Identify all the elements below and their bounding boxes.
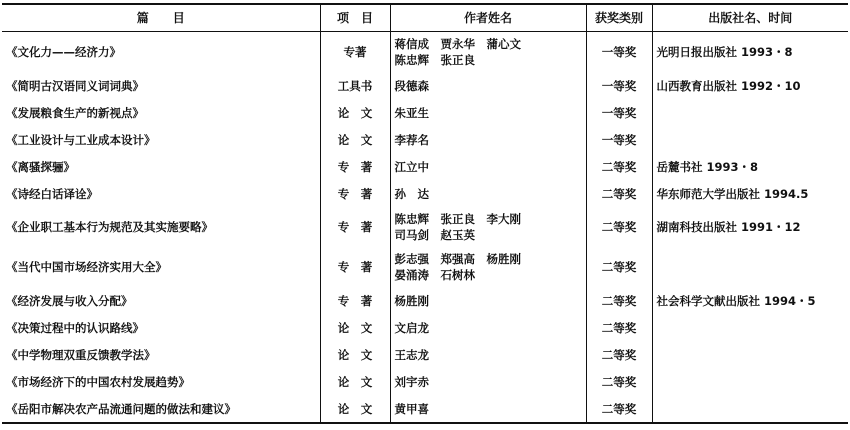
authors-cell <box>390 180 586 207</box>
header-title: 篇 目 <box>2 4 320 32</box>
award-cell: 二等奖 <box>586 153 652 180</box>
work-title-cell: 《经济发展与收入分配》 <box>6 293 133 308</box>
award-cell: 一等奖 <box>586 126 652 153</box>
header-award: 获奖类别 <box>586 4 652 32</box>
table-row <box>2 72 848 99</box>
authors-cell <box>390 153 586 180</box>
table-body <box>2 32 848 424</box>
work-type-cell: 论 文 <box>320 368 390 395</box>
publisher-cell: 山西教育出版社 1992・10 <box>652 72 848 99</box>
author-line: 杨胜刚 <box>394 293 429 308</box>
header-authors: 作者姓名 <box>390 4 586 32</box>
publisher-cell: 光明日报出版社 1993・8 <box>652 32 848 73</box>
work-type-cell: 论 文 <box>320 395 390 423</box>
table-header <box>2 4 848 32</box>
work-title-cell: 《决策过程中的认识路线》 <box>6 320 144 335</box>
table-row <box>2 287 848 314</box>
award-cell: 一等奖 <box>586 99 652 126</box>
table-row <box>2 180 848 207</box>
award-cell: 二等奖 <box>586 395 652 423</box>
authors-cell <box>390 247 586 287</box>
publisher-cell: 社会科学文献出版社 1994・5 <box>652 287 848 314</box>
authors-cell <box>390 395 586 423</box>
publisher-cell <box>652 99 848 126</box>
author-line: 陈忠辉 张正良 <box>394 53 475 67</box>
work-title-cell: 《市场经济下的中国农村发展趋势》 <box>6 374 190 389</box>
work-type-cell: 论 文 <box>320 126 390 153</box>
publisher-cell <box>652 247 848 287</box>
publisher-cell <box>652 395 848 423</box>
author-line: 晏涌涛 石树林 <box>394 268 475 282</box>
award-cell: 二等奖 <box>586 314 652 341</box>
authors-cell <box>390 32 586 73</box>
authors-cell <box>390 287 586 314</box>
authors-cell <box>390 341 586 368</box>
table-row <box>2 341 848 368</box>
author-line: 蒋信成 贾永华 蒲心文 <box>394 37 521 51</box>
author-line: 段德森 <box>394 78 429 93</box>
work-type-cell: 专 著 <box>320 180 390 207</box>
table-row <box>2 368 848 395</box>
header-row <box>2 4 848 32</box>
work-title-cell: 《岳阳市解决农产品流通问题的做法和建议》 <box>6 401 236 416</box>
header-type: 项 目 <box>320 4 390 32</box>
header-publisher: 出版社名、时间 <box>652 4 848 32</box>
authors-cell <box>390 126 586 153</box>
authors-cell <box>390 72 586 99</box>
authors-cell <box>390 207 586 247</box>
author-line: 陈忠辉 张正良 李大刚 <box>394 212 521 226</box>
work-type-cell: 论 文 <box>320 341 390 368</box>
award-cell: 二等奖 <box>586 207 652 247</box>
publisher-cell: 岳麓书社 1993・8 <box>652 153 848 180</box>
author-line: 李荐名 <box>394 132 429 147</box>
author-line: 孙 达 <box>394 186 429 201</box>
award-table <box>2 3 848 424</box>
author-line: 王志龙 <box>394 347 429 362</box>
award-cell: 二等奖 <box>586 287 652 314</box>
work-type-cell: 专著 <box>320 32 390 73</box>
work-title-cell: 《企业职工基本行为规范及其实施要略》 <box>6 220 213 234</box>
work-type-cell: 工具书 <box>320 72 390 99</box>
table-row <box>2 99 848 126</box>
table-row <box>2 207 848 247</box>
publisher-cell <box>652 314 848 341</box>
publisher-cell: 湖南科技出版社 1991・12 <box>652 207 848 247</box>
publisher-cell <box>652 341 848 368</box>
table-row <box>2 395 848 423</box>
author-line: 司马剑 赵玉英 <box>394 228 475 242</box>
authors-cell <box>390 314 586 341</box>
work-title-cell: 《工业设计与工业成本设计》 <box>6 132 156 147</box>
award-cell: 二等奖 <box>586 247 652 287</box>
table-row <box>2 32 848 73</box>
publisher-cell <box>652 126 848 153</box>
work-title-cell: 《中学物理双重反馈教学法》 <box>6 347 156 362</box>
award-cell: 二等奖 <box>586 341 652 368</box>
award-cell: 一等奖 <box>586 72 652 99</box>
authors-cell <box>390 368 586 395</box>
work-type-cell: 专 著 <box>320 153 390 180</box>
work-title-cell: 《当代中国市场经济实用大全》 <box>6 260 167 274</box>
author-line: 彭志强 郑强高 杨胜刚 <box>394 252 521 266</box>
work-type-cell: 专 著 <box>320 247 390 287</box>
work-type-cell: 专 著 <box>320 287 390 314</box>
table-row <box>2 126 848 153</box>
table-row <box>2 314 848 341</box>
author-line: 文启龙 <box>394 320 429 335</box>
work-title-cell: 《发展粮食生产的新视点》 <box>6 105 144 120</box>
work-title-cell: 《诗经白话译诠》 <box>6 186 98 201</box>
publisher-cell <box>652 368 848 395</box>
authors-cell <box>390 99 586 126</box>
award-cell: 二等奖 <box>586 180 652 207</box>
work-title-cell: 《文化力——经济力》 <box>6 45 121 59</box>
award-cell: 二等奖 <box>586 368 652 395</box>
author-line: 刘宇赤 <box>394 374 429 389</box>
work-type-cell: 专 著 <box>320 207 390 247</box>
publisher-cell: 华东师范大学出版社 1994.5 <box>652 180 848 207</box>
author-line: 江立中 <box>394 159 429 174</box>
author-line: 朱亚生 <box>394 105 429 120</box>
award-cell: 一等奖 <box>586 32 652 73</box>
work-type-cell: 论 文 <box>320 314 390 341</box>
table-row <box>2 247 848 287</box>
work-type-cell: 论 文 <box>320 99 390 126</box>
work-title-cell: 《简明古汉语同义词词典》 <box>6 78 144 93</box>
table-row <box>2 153 848 180</box>
work-title-cell: 《离骚探骊》 <box>6 159 75 174</box>
author-line: 黄甲喜 <box>394 401 429 416</box>
